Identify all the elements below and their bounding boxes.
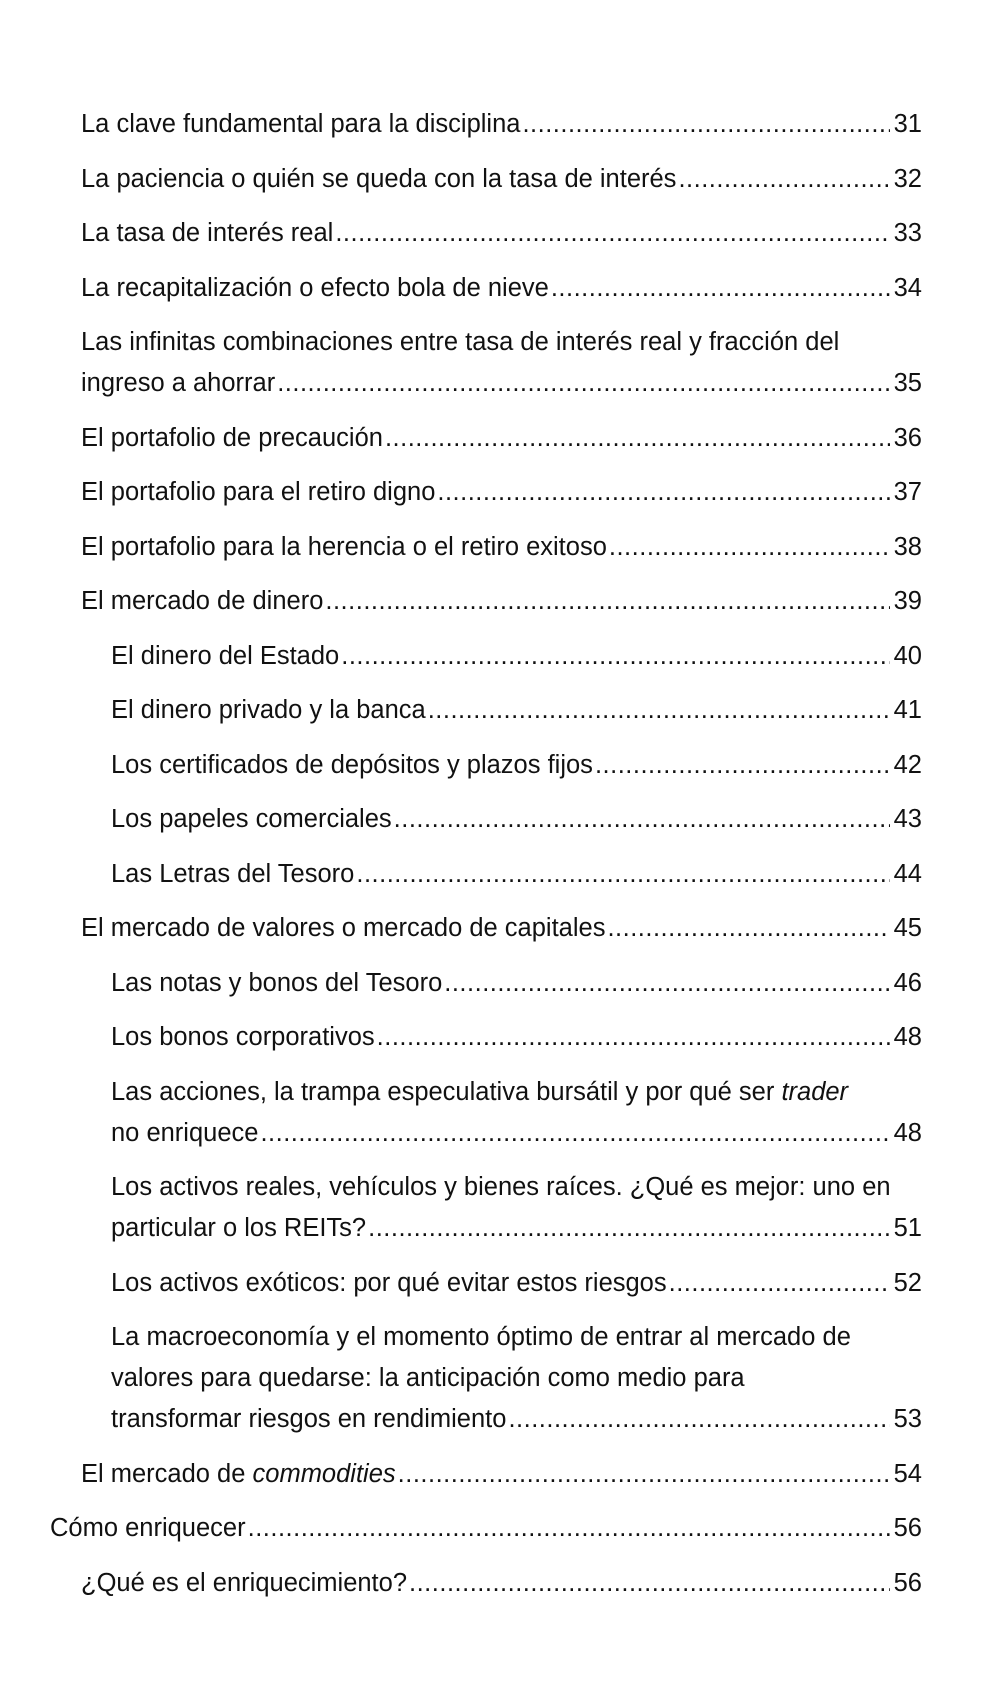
toc-entry-title: El portafolio para el retiro digno: [81, 478, 436, 506]
dot-leader: [551, 268, 890, 309]
toc-entry-title: Los certificados de depósitos y plazos fijos: [111, 750, 593, 779]
toc-page-number: 31: [893, 110, 922, 138]
dot-leader: [398, 1454, 890, 1495]
toc-page-number: 52: [893, 1268, 922, 1297]
toc-entry-title: La clave fundamental para la disciplina: [81, 110, 521, 138]
toc-page-number: 38: [893, 532, 922, 561]
dot-leader: [444, 963, 890, 1004]
toc-page-number: 40: [893, 641, 922, 670]
toc-entry-title: El mercado de dinero: [81, 587, 324, 615]
toc-entry-title-line: valores para quedarse: la anticipación como medio para: [111, 1364, 745, 1392]
toc-entry[interactable]: [111, 1072, 1004, 1154]
toc-entry-title: Los activos exóticos: por qué evitar estos riesgos: [111, 1268, 667, 1297]
dot-leader: [248, 1508, 890, 1549]
toc-entry[interactable]: [111, 963, 1004, 1004]
dot-leader: [522, 104, 890, 145]
toc-entry-title: El mercado de: [81, 1459, 253, 1488]
dot-leader: [409, 1563, 890, 1604]
dot-leader: [669, 1263, 890, 1304]
toc-page-number: 56: [893, 1568, 922, 1597]
toc-entry-title-line: Los activos reales, vehículos y bienes raíces. ¿Qué es mejor: uno en: [111, 1173, 891, 1201]
toc-page-number: 42: [893, 750, 922, 779]
dot-leader: [609, 527, 890, 568]
toc-entry[interactable]: [50, 1508, 1004, 1549]
toc-entry-title: La tasa de interés real: [81, 219, 334, 247]
toc-entry[interactable]: [111, 1167, 1004, 1249]
toc-page-number: 37: [893, 478, 922, 506]
toc-entry-title: La paciencia o quién se queda con la tasa de interés: [81, 164, 677, 193]
toc-page-number: 51: [893, 1214, 922, 1242]
toc-entry[interactable]: [111, 1317, 1004, 1440]
toc-page-number: 44: [893, 859, 922, 888]
toc-entry-title-line: Las infinitas combinaciones entre tasa de interés real y fracción del: [81, 328, 840, 356]
toc-entry-title: ingreso a ahorrar: [81, 369, 276, 397]
toc-page-number: 48: [893, 1023, 922, 1051]
toc-entry[interactable]: [81, 213, 1004, 254]
toc-page-number: 54: [893, 1459, 922, 1488]
dot-leader: [428, 690, 890, 731]
toc-page-number: 48: [893, 1118, 922, 1147]
toc-entry-title-italic: commodities: [252, 1459, 396, 1488]
dot-leader: [325, 581, 890, 622]
toc-entry-title-italic: trader: [781, 1077, 849, 1106]
dot-leader: [335, 213, 890, 254]
toc-page-number: 45: [893, 914, 922, 942]
toc-entry-title: Los bonos corporativos: [111, 1023, 375, 1051]
toc-entry[interactable]: [81, 908, 1004, 949]
toc-entry-title: ¿Qué es el enriquecimiento?: [81, 1568, 408, 1597]
toc-entry[interactable]: [81, 1563, 1004, 1604]
toc-entry[interactable]: [81, 268, 1004, 309]
dot-leader: [368, 1208, 890, 1249]
dot-leader: [394, 799, 890, 840]
dot-leader: [385, 418, 890, 459]
toc-entry[interactable]: [81, 527, 1004, 568]
toc-entry-title-line: Las acciones, la trampa especulativa bursátil y por qué ser: [111, 1077, 782, 1106]
toc-page-number: 35: [893, 369, 922, 397]
toc-entry-title: La recapitalización o efecto bola de nieve: [81, 273, 549, 302]
table-of-contents: [0, 104, 1004, 1617]
toc-page-number: 32: [893, 164, 922, 193]
toc-page-number: 34: [893, 273, 922, 302]
toc-entry-title: El portafolio de precaución: [81, 423, 383, 452]
toc-entry[interactable]: [111, 1263, 1004, 1304]
dot-leader: [277, 363, 890, 404]
toc-entry[interactable]: [111, 854, 1004, 895]
toc-entry[interactable]: [81, 322, 1004, 404]
toc-entry[interactable]: [81, 418, 1004, 459]
toc-page-number: 43: [893, 805, 922, 833]
toc-entry[interactable]: [81, 159, 1004, 200]
toc-page-number: 53: [893, 1405, 922, 1433]
toc-entry-title: Las Letras del Tesoro: [111, 859, 355, 888]
toc-entry[interactable]: [81, 1454, 1004, 1495]
toc-entry-title: no enriquece: [111, 1118, 259, 1147]
dot-leader: [356, 854, 890, 895]
dot-leader: [607, 908, 890, 949]
toc-page-number: 36: [893, 423, 922, 452]
toc-entry[interactable]: [111, 636, 1004, 677]
toc-entry-title: El dinero privado y la banca: [111, 696, 426, 724]
toc-page-number: 56: [893, 1514, 922, 1542]
toc-entry[interactable]: [81, 581, 1004, 622]
dot-leader: [260, 1113, 890, 1154]
toc-entry[interactable]: [111, 745, 1004, 786]
toc-page-number: 33: [893, 219, 922, 247]
toc-entry-title: El portafolio para la herencia o el retiro exitoso: [81, 532, 607, 561]
toc-entry-title-line: La macroeconomía y el momento óptimo de entrar al mercado de: [111, 1323, 851, 1351]
dot-leader: [595, 745, 890, 786]
toc-entry[interactable]: [111, 1017, 1004, 1058]
toc-entry[interactable]: [111, 690, 1004, 731]
toc-page-number: 46: [893, 968, 922, 997]
dot-leader: [678, 159, 890, 200]
dot-leader: [377, 1017, 890, 1058]
dot-leader: [508, 1399, 890, 1440]
dot-leader: [437, 472, 890, 513]
toc-entry-title: Los papeles comerciales: [111, 805, 392, 833]
toc-entry[interactable]: [111, 799, 1004, 840]
dot-leader: [341, 636, 890, 677]
toc-page-number: 39: [893, 587, 922, 615]
toc-entry[interactable]: [81, 104, 1004, 145]
toc-entry-title: El dinero del Estado: [111, 641, 340, 670]
toc-entry-title: particular o los REITs?: [111, 1214, 367, 1242]
toc-entry-title: El mercado de valores o mercado de capitales: [81, 914, 606, 942]
toc-entry[interactable]: [81, 472, 1004, 513]
toc-entry-title: Cómo enriquecer: [50, 1514, 246, 1542]
toc-entry-title: transformar riesgos en rendimiento: [111, 1405, 507, 1433]
toc-entry-title: Las notas y bonos del Tesoro: [111, 968, 443, 997]
toc-page-number: 41: [893, 696, 922, 724]
